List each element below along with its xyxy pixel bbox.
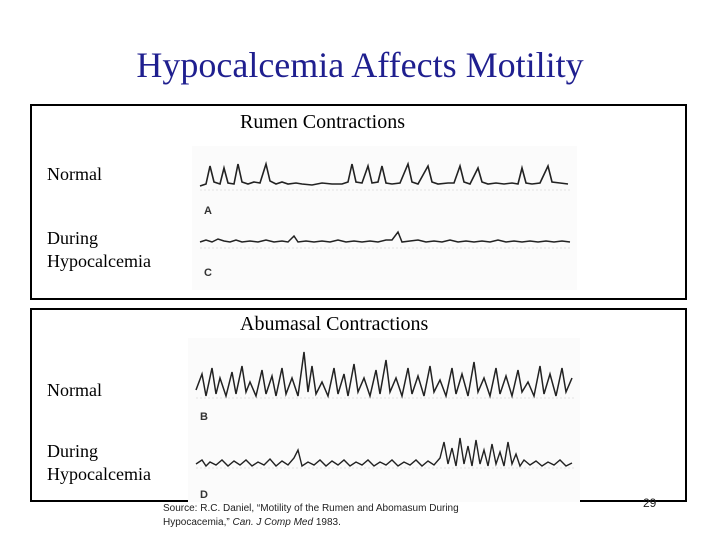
slide-title: Hypocalcemia Affects Motility (136, 45, 584, 85)
rumen-hypocalcemia-trace (192, 218, 577, 290)
abomasal-normal-label: Normal (47, 380, 102, 400)
rumen-hypocalcemia-label-line1: During (47, 228, 98, 248)
trace-letter-a: A (204, 205, 212, 217)
page-number: 29 (643, 496, 657, 510)
abomasal-hypocalcemia-label-line2: Hypocalcemia (47, 464, 151, 484)
abomasal-hypocalcemia-trace (188, 424, 580, 502)
source-line-2-suffix: 1983. (313, 517, 341, 528)
rumen-hypocalcemia-label-line2: Hypocalcemia (47, 251, 151, 271)
trace-letter-d: D (200, 489, 208, 501)
abomasal-panel (30, 308, 687, 502)
source-line-1: Source: R.C. Daniel, “Motility of the Rumen and Abomasum During (163, 503, 459, 514)
abomasal-normal-trace (188, 338, 580, 424)
rumen-panel (30, 104, 687, 300)
trace-letter-c: C (204, 267, 212, 279)
source-journal: Can. J Comp Med (232, 517, 314, 528)
rumen-normal-label: Normal (47, 164, 102, 184)
rumen-normal-trace (192, 146, 577, 218)
abomasal-hypocalcemia-label-line1: During (47, 441, 98, 461)
source-line-2 (163, 516, 459, 530)
source-citation (163, 502, 459, 530)
abomasal-heading: Abumasal Contractions (240, 313, 429, 335)
trace-letter-b: B (200, 411, 208, 423)
source-line-2-prefix: Hypocacemia,” (163, 517, 233, 528)
rumen-heading: Rumen Contractions (240, 111, 405, 133)
